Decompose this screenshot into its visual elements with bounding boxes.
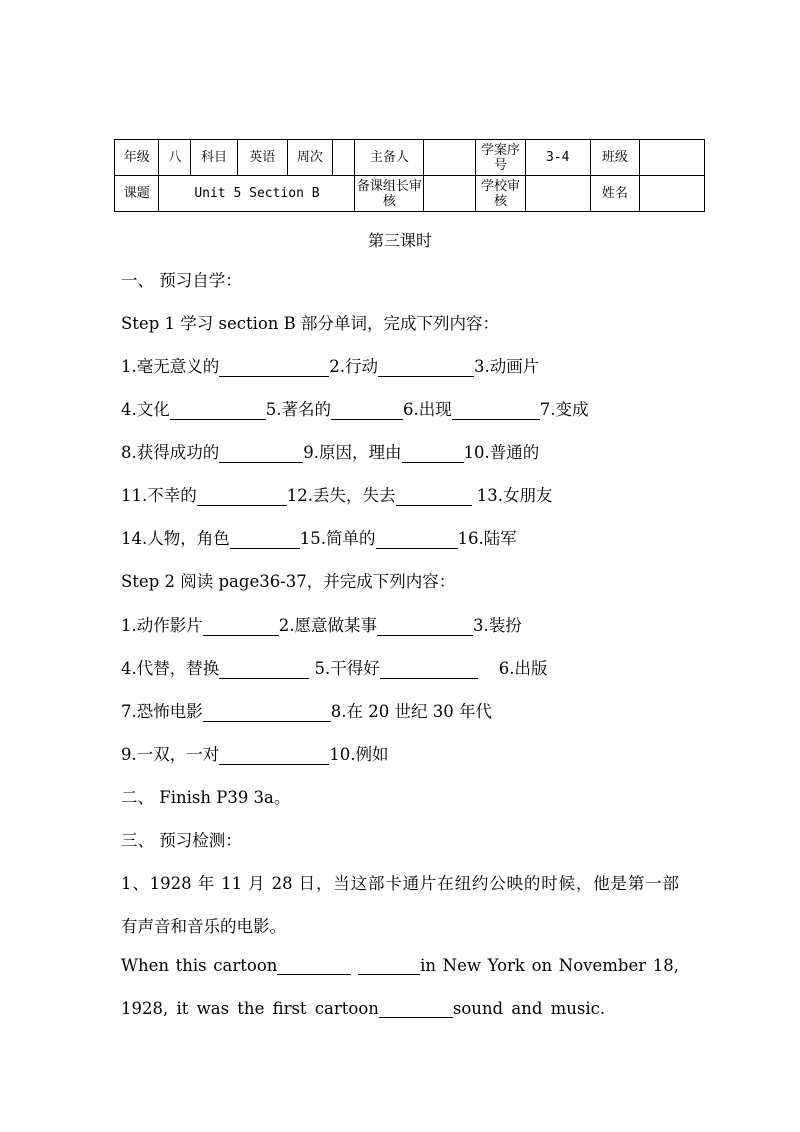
answer-blank[interactable] — [219, 359, 329, 377]
answer-blank[interactable] — [277, 957, 351, 975]
step2-row-3 — [121, 698, 492, 722]
item-label: 3.装扮 — [473, 616, 522, 635]
item-label: 10.普通的 — [463, 443, 540, 462]
section-2-heading: 二、 Finish P39 3a。 — [121, 788, 291, 807]
class-value — [640, 140, 705, 176]
answer-blank[interactable] — [452, 402, 540, 420]
question-1-english-line-2 — [121, 999, 605, 1018]
preparer-value — [424, 140, 476, 176]
section-1-heading: 一、 预习自学： — [121, 271, 242, 290]
group-review-label: 备课组长审核 — [355, 176, 424, 212]
item-label: 6.出现 — [403, 400, 452, 419]
sentence-text: When this cartoon — [121, 956, 278, 975]
item-label: 7.恐怖电影 — [121, 702, 203, 721]
item-label: 1.毫无意义的 — [121, 357, 220, 376]
answer-blank[interactable] — [219, 747, 329, 765]
step-1-instruction: Step 1 学习 section B 部分单词，完成下列内容： — [121, 314, 500, 333]
answer-blank[interactable] — [358, 957, 420, 975]
item-label: 2.行动 — [329, 357, 378, 376]
answer-blank[interactable] — [379, 1000, 453, 1018]
answer-blank[interactable] — [170, 402, 266, 420]
topic-label: 课题 — [115, 176, 159, 212]
item-label: 9.原因，理由 — [303, 443, 402, 462]
question-1-chinese-line-2: 有声音和音乐的电影。 — [121, 917, 286, 936]
answer-blank[interactable] — [402, 445, 464, 463]
school-review-label: 学校审核 — [476, 176, 526, 212]
grade-label: 年级 — [115, 140, 159, 176]
answer-blank[interactable] — [219, 661, 309, 679]
item-label: 7.变成 — [539, 400, 589, 419]
answer-blank[interactable] — [331, 402, 403, 420]
grade-value: 八 — [159, 140, 191, 176]
answer-blank[interactable] — [203, 618, 279, 636]
school-review-value — [525, 176, 590, 212]
item-label: 13.女朋友 — [476, 486, 553, 505]
answer-blank[interactable] — [197, 488, 287, 506]
item-label: 8.在 20 世纪 30 年代 — [330, 702, 492, 721]
item-label: 2.愿意做某事 — [278, 616, 377, 635]
item-label: 6.出版 — [498, 659, 548, 678]
answer-blank[interactable] — [230, 531, 300, 549]
item-label: 9.一双，一对 — [121, 745, 220, 764]
sentence-text: in New York on November 18, — [420, 956, 680, 975]
question-1-english-line-1 — [121, 956, 679, 975]
answer-blank[interactable] — [396, 488, 472, 506]
preparer-label: 主备人 — [355, 140, 424, 176]
item-label: 5.干得好 — [314, 659, 380, 678]
sentence-text: sound and music. — [452, 999, 606, 1018]
item-label: 4.文化 — [121, 400, 170, 419]
item-label: 5.著名的 — [265, 400, 331, 419]
week-label: 周次 — [287, 140, 333, 176]
item-label: 3.动画片 — [474, 357, 540, 376]
item-label: 8.获得成功的 — [121, 443, 220, 462]
subject-value: 英语 — [237, 140, 287, 176]
class-label: 班级 — [590, 140, 640, 176]
item-label: 11.不幸的 — [121, 486, 197, 505]
step2-row-1 — [121, 612, 522, 636]
answer-blank[interactable] — [377, 618, 473, 636]
name-value — [640, 176, 705, 212]
plan-number-label: 学案序号 — [476, 140, 526, 176]
step1-row-2 — [121, 396, 589, 420]
answer-blank[interactable] — [380, 661, 478, 679]
group-review-value — [424, 176, 476, 212]
answer-blank[interactable] — [378, 359, 474, 377]
item-label: 1.动作影片 — [121, 616, 203, 635]
step-2-instruction: Step 2 阅读 page36-37，并完成下列内容： — [121, 572, 456, 591]
step2-row-4 — [121, 741, 389, 765]
question-1-chinese-line-1: 1、1928 年 11 月 28 日，当这部卡通片在纽约公映的时候，他是第一部 — [121, 874, 679, 893]
item-label: 14.人物，角色 — [121, 529, 230, 548]
plan-number-value: 3-4 — [525, 140, 590, 176]
lesson-title: 第三课时 — [367, 231, 432, 250]
topic-value: Unit 5 Section B — [159, 176, 355, 212]
step1-row-3 — [121, 439, 539, 463]
section-3-heading: 三、 预习检测： — [121, 831, 242, 850]
step1-row-5 — [121, 525, 517, 549]
item-label: 10.例如 — [329, 745, 389, 764]
step2-row-2 — [121, 655, 547, 679]
step1-row-4 — [121, 482, 553, 506]
step1-row-1 — [121, 353, 539, 377]
answer-blank[interactable] — [376, 531, 458, 549]
lesson-header-table — [114, 139, 705, 212]
sentence-text: 1928, it was the first cartoon — [121, 999, 379, 1018]
name-label: 姓名 — [590, 176, 640, 212]
item-label: 15.简单的 — [299, 529, 376, 548]
answer-blank[interactable] — [219, 445, 303, 463]
subject-label: 科目 — [191, 140, 238, 176]
answer-blank[interactable] — [203, 704, 331, 722]
item-label: 4.代替，替换 — [121, 659, 220, 678]
item-label: 12.丢失，失去 — [286, 486, 396, 505]
week-value — [333, 140, 355, 176]
item-label: 16.陆军 — [457, 529, 517, 548]
